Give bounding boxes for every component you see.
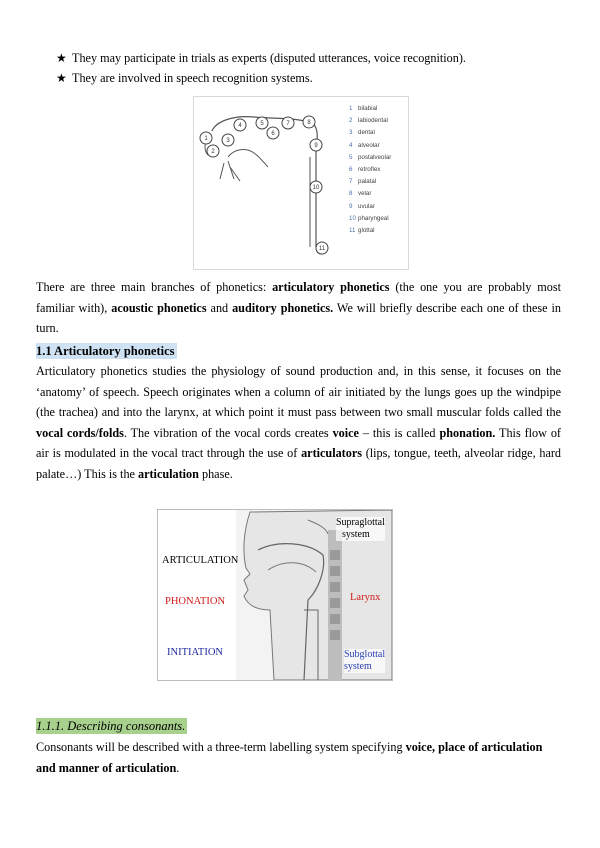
marker-7: 7 [286, 121, 290, 127]
marker-8: 8 [307, 120, 311, 126]
star-bullet-icon: ★ [56, 51, 67, 65]
legend-item: 10 pharyngeal [349, 214, 389, 222]
legend-item: 5 postalveolar [349, 153, 392, 161]
legend-item: 11 glottal [349, 226, 375, 234]
marker-5: 5 [260, 121, 264, 127]
bullet-text: They are involved in speech recognition systems. [72, 71, 313, 85]
marker-3: 3 [226, 138, 230, 144]
subglottal-label: Subglottal system [344, 649, 386, 672]
legend-item: 8 velar [349, 190, 372, 198]
bullet-text: They may participate in trials as experts (disputed utterances, voice recognition). [72, 51, 466, 65]
consonants-paragraph: Consonants will be described with a three-term labelling system specifying voice, place of articulation and manner of articulation. [36, 740, 543, 775]
speech-production-figure [157, 509, 393, 681]
place-markers [200, 116, 328, 254]
legend-item: 4 alveolar [349, 141, 380, 149]
legend-item: 7 palatal [349, 178, 377, 186]
legend-item: 1 bilabial [349, 105, 378, 112]
legend-item: 2 labiodental [349, 117, 388, 125]
articulatory-paragraph: Articulatory phonetics studies the physiology of sound production and, in this sense, it focuses on the ‘anatomy’ of speech. Speech originates when a column of air initiated by the lungs goes up the windpipe (the trachea) and into the larynx, at which point it must pass between two small muscular folds called the vocal cords/folds. The vibration of the vocal cords creates voice – this is called phonation. This flow of air is modulated in the vocal tract through the use of articulators (lips, tongue, teeth, alveolar ridge, hard palate…) This is the articulation phase. [36, 364, 562, 481]
initiation-label: INITIATION [167, 647, 223, 658]
phonation-label: PHONATION [165, 596, 226, 607]
larynx-label: Larynx [350, 592, 381, 603]
bullet-item [56, 50, 466, 66]
marker-9: 9 [314, 143, 318, 149]
marker-10: 10 [312, 185, 320, 191]
legend-item: 6 retroflex [349, 165, 381, 173]
marker-1: 1 [204, 136, 208, 142]
articulation-label: ARTICULATION [162, 555, 239, 566]
places-legend [349, 105, 391, 239]
legend-item: 3 dental [349, 129, 375, 137]
intro-paragraph: There are three main branches of phonetics: articulatory phonetics (the one you are probably most familiar with), acoustic phonetics and auditory phonetics. We will briefly describe each one of these in turn. [36, 280, 562, 336]
marker-11: 11 [318, 246, 326, 252]
vocal-tract-drawing [194, 97, 344, 269]
marker-4: 4 [238, 123, 242, 129]
section-heading: 1.1 Articulatory phonetics [36, 344, 175, 358]
supraglottal-label: Supraglottal system [336, 517, 385, 540]
star-bullet-icon: ★ [56, 71, 67, 85]
marker-6: 6 [271, 131, 275, 137]
bullet-item [56, 70, 313, 86]
legend-item: 9 uvular [349, 202, 375, 210]
marker-2: 2 [211, 149, 215, 155]
subsection-heading: 1.1.1. Describing consonants. [36, 719, 186, 733]
places-of-articulation-figure [193, 96, 409, 270]
